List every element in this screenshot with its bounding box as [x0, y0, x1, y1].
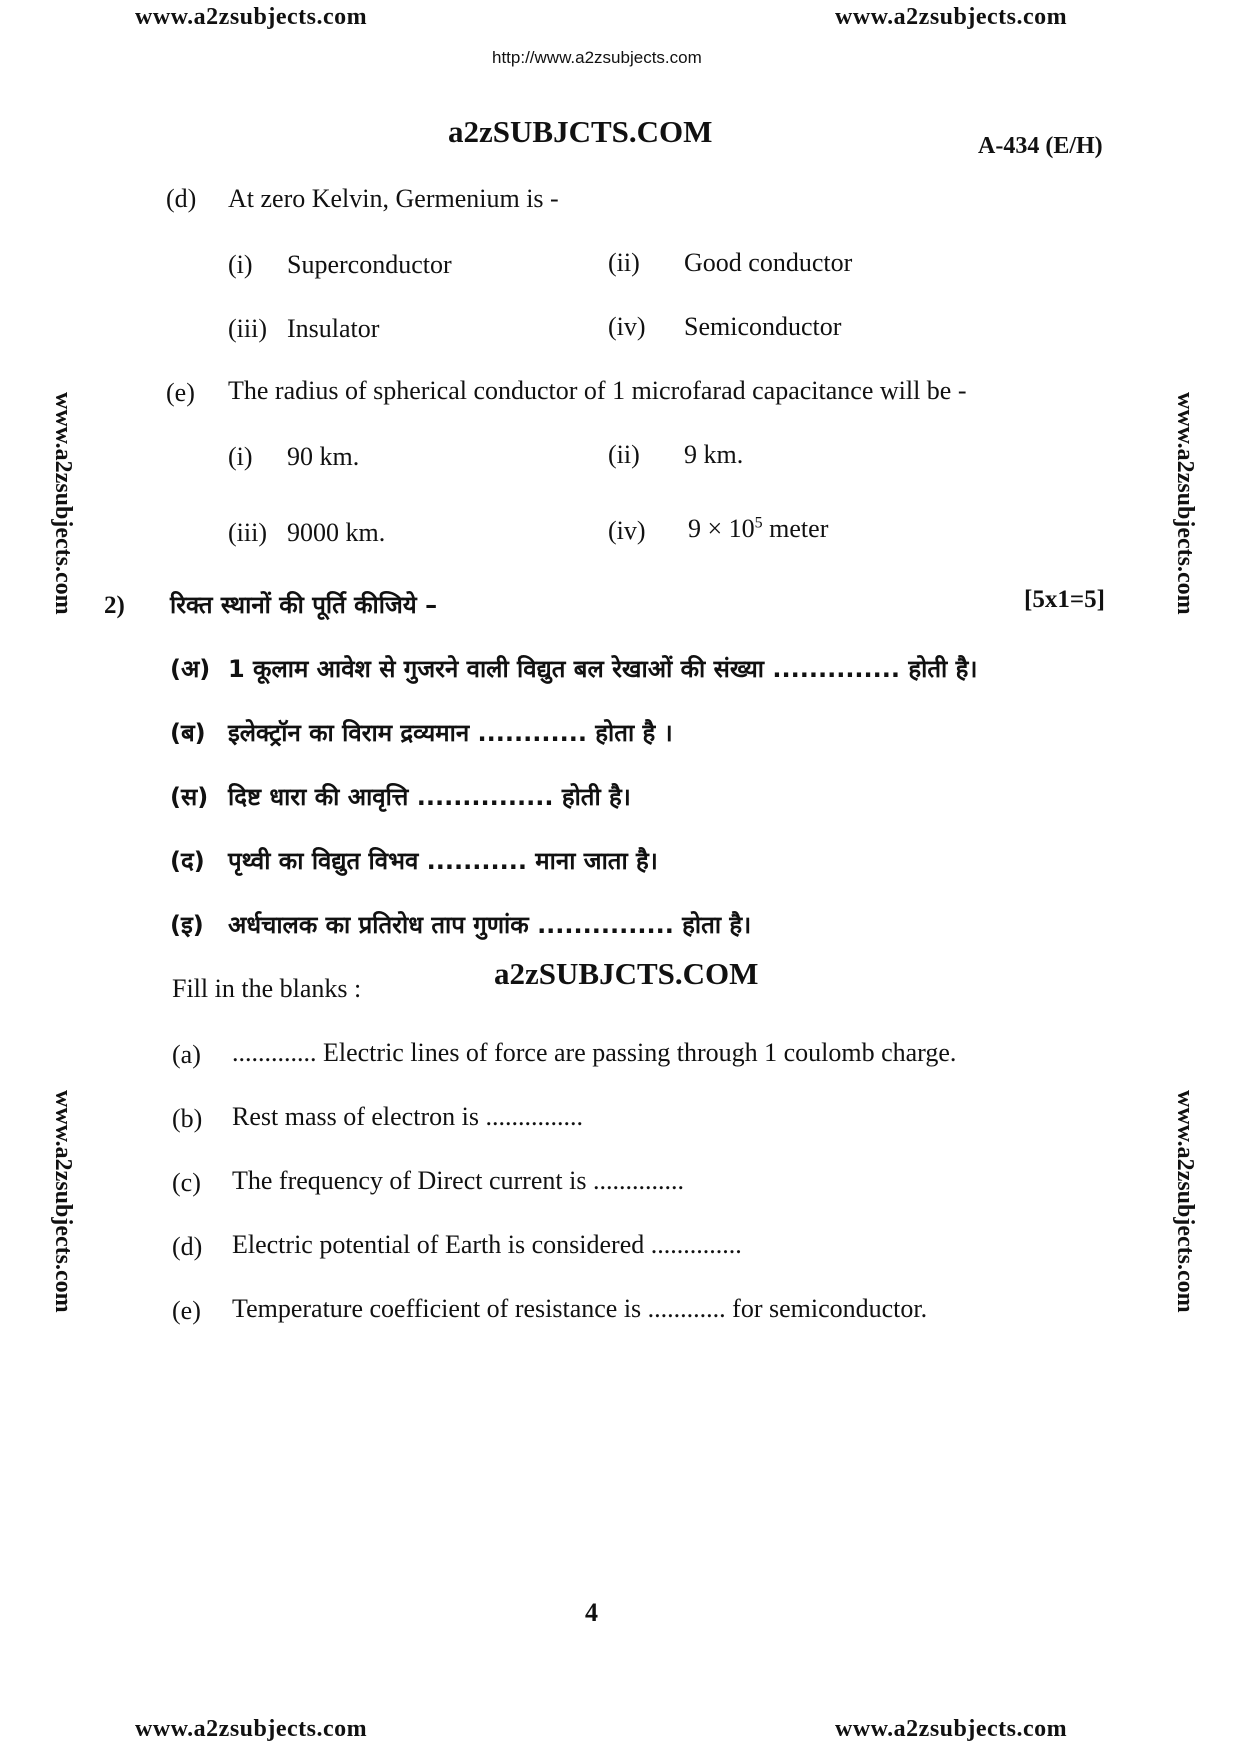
header-watermark-right: www.a2zsubjects.com — [835, 4, 1068, 30]
option-text: 9 km. — [684, 440, 744, 469]
footer-watermark-left: www.a2zsubjects.com — [135, 1716, 368, 1742]
hindi-item-text: 1 कूलाम आवेश से गुजरने वाली विद्युत बल रेखाओं की संख्या .............. होती है। — [228, 655, 978, 683]
hindi-item-label: (इ) — [170, 911, 204, 939]
option-text: Insulator — [287, 314, 380, 343]
question-label: (e) — [166, 378, 195, 407]
hindi-item-text: इलेक्ट्रॉन का विराम द्रव्यमान ............ होता है । — [228, 719, 673, 747]
english-item-text: The frequency of Direct current is .............. — [232, 1166, 684, 1195]
hindi-heading: रिक्त स्थानों की पूर्ति कीजिये – — [170, 591, 438, 619]
english-item-label: (d) — [172, 1232, 203, 1261]
english-item-label: (e) — [172, 1296, 201, 1325]
side-watermark-left-bottom: www.a2zsubjects.com — [50, 1090, 76, 1313]
option-number: (iv) — [608, 516, 646, 545]
side-watermark-right-bottom: www.a2zsubjects.com — [1172, 1090, 1198, 1313]
english-item-label: (a) — [172, 1040, 201, 1069]
option-text: Good conductor — [684, 248, 853, 277]
paper-code: A-434 (E/H) — [978, 133, 1103, 159]
option-text: Semiconductor — [684, 312, 842, 341]
english-heading: Fill in the blanks : — [172, 974, 362, 1003]
english-item-label: (b) — [172, 1104, 203, 1133]
hindi-item-text: दिष्ट धारा की आवृत्ति ............... होती है। — [228, 783, 631, 811]
hindi-item-label: (अ) — [170, 655, 211, 683]
question-number: 2) — [104, 592, 125, 619]
option-text: 90 km. — [287, 442, 360, 471]
english-item-text: Electric potential of Earth is considered .............. — [232, 1230, 742, 1259]
english-item-text: Rest mass of electron is ............... — [232, 1102, 583, 1131]
option-text: Superconductor — [287, 250, 452, 279]
question-label: (d) — [166, 184, 197, 213]
option-number: (ii) — [608, 440, 640, 469]
hindi-item-text: अर्धचालक का प्रतिरोध ताप गुणांक ............... होता है। — [228, 911, 752, 939]
option-number: (iv) — [608, 312, 646, 341]
marks: [5x1=5] — [1024, 586, 1105, 613]
english-item-text: Temperature coefficient of resistance is ............ for semiconductor. — [232, 1294, 928, 1323]
option-number: (iii) — [228, 314, 267, 343]
hindi-item-text: पृथ्वी का विद्युत विभव ........... माना जाता है। — [228, 847, 658, 875]
option-number: (iii) — [228, 518, 267, 547]
side-watermark-right-top: www.a2zsubjects.com — [1172, 392, 1198, 615]
mid-watermark: a2zSUBJCTS.COM — [494, 956, 759, 991]
option-number: (ii) — [608, 248, 640, 277]
hindi-item-label: (द) — [170, 847, 205, 875]
option-number: (i) — [228, 442, 253, 471]
option-text: $9 \times 10^5$ meter — [688, 514, 829, 543]
english-item-text: ............. Electric lines of force are passing through 1 coulomb charge. — [232, 1038, 957, 1067]
question-text: At zero Kelvin, Germenium is - — [228, 184, 559, 213]
side-watermark-left-top: www.a2zsubjects.com — [50, 392, 76, 615]
option-text: 9000 km. — [287, 518, 386, 547]
english-item-label: (c) — [172, 1168, 201, 1197]
header-url: http://www.a2zsubjects.com — [492, 48, 702, 67]
option-number: (i) — [228, 250, 253, 279]
footer-watermark-right: www.a2zsubjects.com — [835, 1716, 1068, 1742]
question-text: The radius of spherical conductor of 1 microfarad capacitance will be - — [228, 376, 967, 405]
header-watermark-left: www.a2zsubjects.com — [135, 4, 368, 30]
hindi-item-label: (ब) — [170, 719, 206, 747]
site-title: a2zSUBJCTS.COM — [448, 114, 713, 149]
page-number: 4 — [585, 1598, 598, 1627]
hindi-item-label: (स) — [170, 783, 209, 811]
